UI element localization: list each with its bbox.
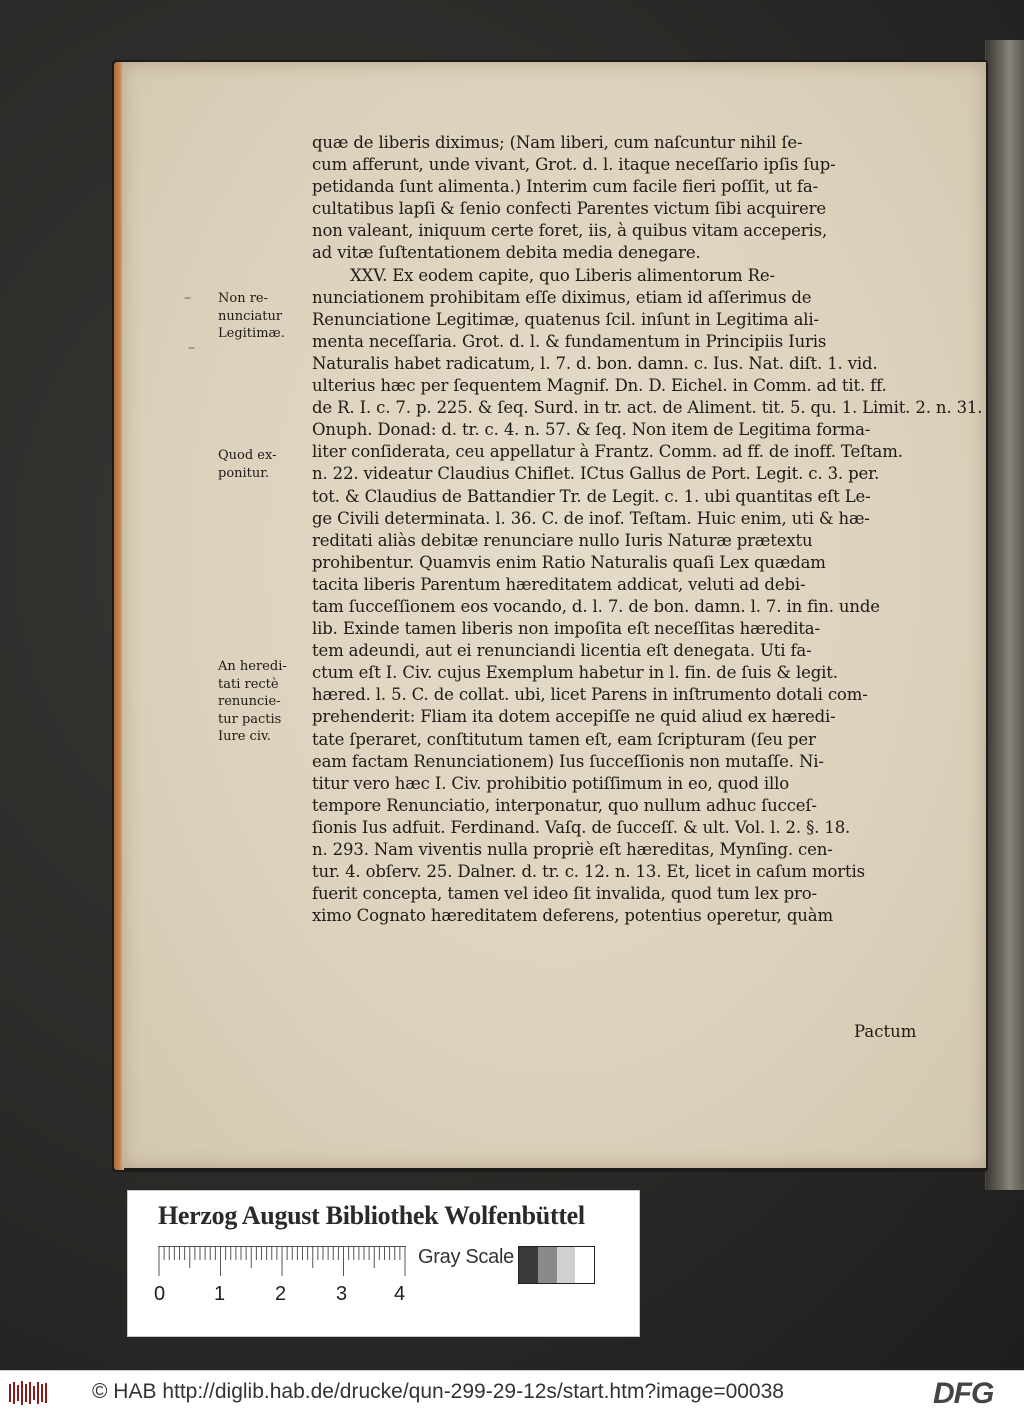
- ruler-label: 3: [336, 1283, 348, 1305]
- body-line: nunciationem prohibitam eſſe diximus, etiam id aſſerimus de: [312, 287, 812, 307]
- margin-note-exponitur: [218, 447, 304, 482]
- book-fore-edge: [985, 40, 1024, 1190]
- body-line: Naturalis habet radicatum, l. 7. d. bon. damn. c. Ius. Nat. diſt. 1. vid.: [312, 353, 878, 373]
- body-line: ſionis Ius adfuit. Ferdinand. Vaſq. de ſucceſſ. & ult. Vol. l. 2. §. 18.: [312, 817, 851, 837]
- body-line: reditati aliàs debitæ renunciare nullo Iuris Naturæ prætextu: [312, 530, 813, 550]
- body-line: liter conſiderata, ceu appellatur à Frantz. Comm. ad ff. de inoff. Teſtam.: [312, 442, 903, 462]
- body-line: de R. I. c. 7. p. 225. & ſeq. Surd. in tr. act. de Aliment. tit. 5. qu. 1. Limit. 2. n. 31.: [312, 398, 983, 418]
- gray-swatch: [557, 1247, 576, 1283]
- margin-mark: –: [184, 290, 191, 306]
- body-line: titur vero hæc I. Civ. prohibitio potiſſimum in eo, quod illo: [312, 773, 789, 793]
- gray-swatch: [575, 1247, 594, 1283]
- gray-swatch: [519, 1247, 538, 1283]
- body-line: tot. & Claudius de Battandier Tr. de Legit. c. 1. ubi quantitas eſt Le-: [312, 486, 871, 506]
- margin-mark: –: [188, 340, 195, 356]
- library-title: Herzog August Bibliothek Wolfenbüttel: [158, 1201, 585, 1230]
- body-line: petidanda ſunt alimenta.) Interim cum facile fieri poſſit, ut fa-: [312, 177, 819, 197]
- margin-note-line: Iure civ.: [218, 729, 271, 744]
- body-line: fuerit concepta, tamen vel ideo ſit invalida, quod tum lex pro-: [312, 884, 817, 904]
- body-line: tacita liberis Parentum hæreditatem addicat, veluti ad debi-: [312, 574, 806, 594]
- body-line: hæred. l. 5. C. de collat. ubi, licet Parens in inſtrumento dotali com-: [312, 685, 868, 705]
- body-line: menta neceſſaria. Grot. d. l. & fundamentum in Principiis Iuris: [312, 331, 827, 351]
- body-line: n. 293. Nam viventis nulla propriè eſt hæreditas, Mynſing. cen-: [312, 840, 833, 859]
- body-line: tempore Renunciatio, interponatur, quo nullum adhuc ſucceſ-: [312, 795, 817, 815]
- body-line: tate ſperaret, conſtitutum tamen eſt, eam ſcripturam (ſeu per: [312, 729, 816, 749]
- margin-note-line: tur pactis: [218, 711, 282, 727]
- body-line: prohibentur. Quamvis enim Ratio Naturalis quaſi Lex quædam: [312, 552, 826, 572]
- body-text: [312, 132, 983, 927]
- color-target-card: [127, 1190, 640, 1337]
- body-line: n. 22. videatur Claudius Chiflet. ICtus Gallus de Port. Legit. c. 3. per.: [312, 464, 880, 484]
- dfg-logo: DFG: [933, 1377, 994, 1410]
- body-line: ge Civili determinata. l. 36. C. de inof. Teſtam. Huic enim, uti & hæ-: [312, 508, 870, 528]
- ruler-label: 4: [394, 1283, 406, 1305]
- margin-note-line: Quod ex-: [218, 448, 277, 463]
- body-line: ctum eſt I. Civ. cujus Exemplum habetur in l. fin. de ſuis & legit.: [312, 663, 838, 683]
- body-line: ad vitæ ſuſtentationem debita media denegare.: [312, 243, 701, 263]
- body-line: XXV. Ex eodem capite, quo Liberis alimentorum Re-: [350, 265, 775, 285]
- body-line: tem adeundi, aut ei renunciandi licentia eſt denegata. Uti fa-: [312, 641, 812, 661]
- body-line: tam ſucceſſionem eos vocando, d. l. 7. de bon. damn. l. 7. in fin. unde: [312, 596, 880, 616]
- ruler-label: 1: [214, 1283, 226, 1305]
- footer-bar: [0, 1370, 1024, 1415]
- body-line: prehenderit: Fliam ita dotem accepiſſe ne quid aliud ex hæredi-: [312, 707, 836, 727]
- margin-note-line: tati rectè: [218, 676, 279, 692]
- body-line: Onuph. Donad: d. tr. c. 4. n. 57. & ſeq. Non item de Legitima forma-: [312, 420, 871, 440]
- margin-note-line: An heredi-: [218, 659, 287, 674]
- gray-scale-label: Gray Scale: [418, 1246, 514, 1268]
- ruler-label: 0: [154, 1283, 166, 1305]
- body-line: non valeant, iniquum certe foret, iis, à quibus vitam acceperis,: [312, 221, 828, 241]
- ruler-label: 2: [275, 1283, 287, 1305]
- margin-note-renunciation: [218, 290, 304, 343]
- body-line: tur. 4. obſerv. 25. Dalner. d. tr. c. 12. n. 13. Et, licet in caſum mortis: [312, 862, 865, 882]
- centimeter-ruler: [158, 1246, 406, 1280]
- digitization-barcode-icon: [8, 1380, 48, 1406]
- body-line: cultatibus lapſi & ſenio confecti Parentes victum ſibi acquirere: [312, 199, 826, 219]
- margin-note-line: renuncie-: [218, 694, 281, 709]
- margin-note-line: Legitimæ.: [218, 326, 285, 341]
- body-line: Renunciatione Legitimæ, quatenus ſcil. inſunt in Legitima ali-: [312, 309, 819, 329]
- gray-swatch: [538, 1247, 557, 1283]
- margin-note-line: nunciatur: [218, 308, 283, 324]
- body-line: eam factam Renunciationem) Ius ſucceſſionis non mutaſſe. Ni-: [312, 751, 824, 771]
- body-line: ulterius hæc per ſequentem Magnif. Dn. D. Eichel. in Comm. ad tit. ff.: [312, 376, 887, 396]
- margin-note-hereditati: [218, 658, 304, 746]
- body-line: ximo Cognato hæreditatem deferens, potentius operetur, quàm: [312, 906, 833, 926]
- gray-scale-swatches: [518, 1246, 595, 1284]
- book-page: [122, 62, 986, 1168]
- catchword: Pactum: [854, 1022, 917, 1041]
- margin-note-line: Non re-: [218, 291, 269, 306]
- body-line: cum afferunt, unde vivant, Grot. d. l. itaque neceſſario ipſis ſup-: [312, 155, 836, 175]
- body-line: quæ de liberis diximus; (Nam liberi, cum naſcuntur nihil ſe-: [312, 133, 803, 152]
- body-line: lib. Exinde tamen liberis non impoſita eſt neceſſitas hæredita-: [312, 619, 820, 639]
- margin-note-line: ponitur.: [218, 465, 270, 481]
- footer-url[interactable]: © HAB http://diglib.hab.de/drucke/qun-299-29-12s/start.htm?image=00038: [92, 1380, 784, 1403]
